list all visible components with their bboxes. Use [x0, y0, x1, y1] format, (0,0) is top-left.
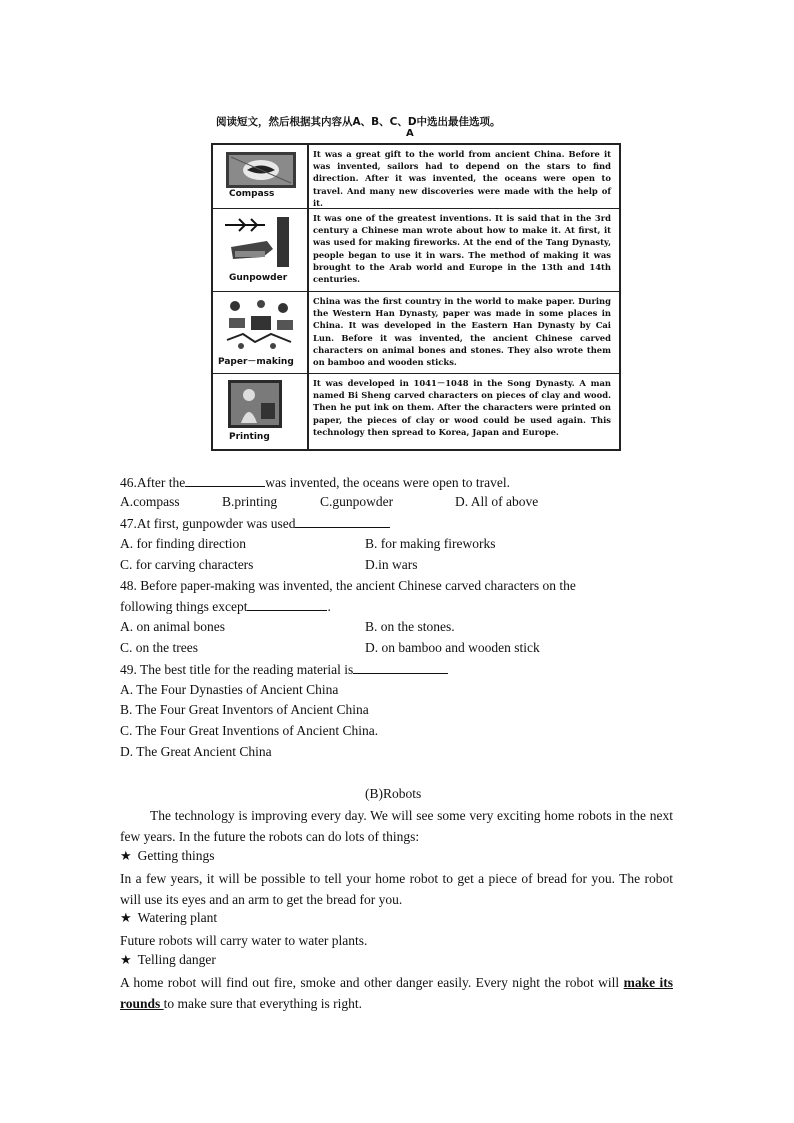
passage-b-title: (B)Robots: [365, 786, 422, 801]
star-icon: ★: [120, 849, 132, 864]
gunpowder-image-cell: [213, 209, 309, 291]
section-heading-watering-plant: [120, 910, 217, 926]
q49-option-c: C. The Four Great Inventions of Ancient China.: [120, 723, 379, 738]
q49-stem: 49. The best title for the reading material is: [120, 662, 354, 677]
answer-blank: [185, 474, 265, 487]
compass-label: Compass: [229, 189, 275, 199]
star-icon: ★: [120, 911, 132, 926]
q46-option-a: A.compass: [120, 494, 180, 509]
table-row-paper-making: [213, 292, 619, 374]
passage-a-label: A: [406, 128, 414, 139]
answer-blank: [353, 661, 448, 674]
answer-blank: [247, 598, 327, 611]
compass-icon: [225, 151, 297, 189]
q49-option-a: A. The Four Dynasties of Ancient China: [120, 682, 339, 697]
question-47: [120, 515, 390, 532]
q48-option-b: B. on the stones.: [365, 619, 455, 634]
q49-option-b: B. The Four Great Inventors of Ancient China: [120, 702, 369, 717]
paper-making-description: China was the first country in the world to make paper. During the Western Han Dynasty, paper was made in some places in China. It was developed in the Eastern Han Dynasty by Cai Lun. Before it was invented, the ancient Chinese carved characters on animal bones and stones. They also wrote them on bamboo and wooden sticks.: [313, 296, 611, 368]
passage-b-intro: The technology is improving every day. We will see some very exciting home robots in the next few years. In the future the robots can do lots of things:: [120, 808, 673, 844]
q47-option-c: C. for carving characters: [120, 557, 254, 572]
section-heading-text: Getting things: [137, 848, 215, 863]
table-row-compass: [213, 145, 619, 209]
paper-making-label: Paper－making: [218, 357, 294, 367]
gunpowder-label: Gunpowder: [229, 273, 288, 283]
q48-option-a: A. on animal bones: [120, 619, 225, 634]
q46-stem-start: 46.After the: [120, 475, 186, 490]
section-body-getting-things: In a few years, it will be possible to tell your home robot to get a piece of bread for you. The robot will use its eyes and an arm to get the bread for you.: [120, 871, 673, 907]
question-49: [120, 661, 448, 678]
q48-option-c: C. on the trees: [120, 640, 198, 655]
question-48-line-2: following things except .: [120, 599, 331, 614]
q46-option-b: B.printing: [222, 494, 278, 509]
section-heading-text: Watering plant: [137, 910, 218, 925]
section-heading-telling-danger: [120, 952, 216, 968]
danger-body-end: to make sure that everything is right.: [163, 996, 362, 1011]
make-its-rounds-phrase: make its rounds: [120, 975, 673, 1011]
q47-stem: 47.At first, gunpowder was used: [120, 516, 296, 531]
q49-option-d: D. The Great Ancient China: [120, 744, 272, 759]
q46-option-c: C.gunpowder: [320, 494, 394, 509]
printing-label: Printing: [229, 432, 270, 442]
printing-image-cell: [213, 374, 309, 451]
q48-stem: following things except: [120, 599, 248, 614]
compass-description: It was a great gift to the world from ancient China. Before it was invented, sailors had to depend on the stars to find direction. After it was invented, the oceans were open to travel. And many new discoveries were made with the help of it.: [313, 149, 611, 208]
answer-blank: [295, 515, 390, 528]
q47-option-b: B. for making fireworks: [365, 536, 496, 551]
table-row-gunpowder: [213, 209, 619, 292]
q46-option-d: D. All of above: [455, 494, 539, 509]
q46-stem-end: was invented, the oceans were open to travel.: [265, 475, 511, 490]
star-icon: ★: [120, 953, 132, 968]
section-body-watering-plant: Future robots will carry water to water plants.: [120, 933, 368, 948]
q47-option-d: D.in wars: [365, 557, 418, 572]
danger-body-start: A home robot will find out fire, smoke and other danger easily. Every night the robot will: [120, 975, 624, 990]
q47-option-a: A. for finding direction: [120, 536, 246, 551]
section-heading-getting-things: [120, 848, 215, 864]
compass-image-cell: [213, 145, 309, 208]
printing-icon: [227, 379, 283, 429]
gunpowder-icon: [221, 215, 301, 273]
table-row-printing: [213, 374, 619, 451]
question-48-line-1: 48. Before paper-making was invented, the ancient Chinese carved characters on the: [120, 578, 576, 593]
gunpowder-description: It was one of the greatest inventions. It is said that in the 3rd century a Chinese man wrote about how to make it. At first, it was used for making fireworks. At the end of the Tang Dynasty, people began to use it in wars. The method of making it was brought to the Arab world and Europe in the 13th and 14th centuries.: [313, 213, 611, 285]
paper-making-icon: [221, 296, 301, 350]
reading-instruction: 阅读短文，然后根据其内容从A、B、C、D中选出最佳选项。: [216, 116, 501, 128]
section-body-telling-danger: [120, 972, 673, 1014]
section-heading-text: Telling danger: [137, 952, 216, 967]
paper-making-image-cell: [213, 292, 309, 373]
q48-option-d: D. on bamboo and wooden stick: [365, 640, 540, 655]
inventions-table: [211, 143, 621, 451]
question-46: [120, 474, 510, 491]
printing-description: It was developed in 1041－1048 in the Song Dynasty. A man named Bi Sheng carved characters on pieces of clay and wood. Then he put ink on them. After the characters were printed on paper, the pieces of clay or wood could be used again. This technology then spread to Korea, Japan and Europe.: [313, 378, 611, 437]
